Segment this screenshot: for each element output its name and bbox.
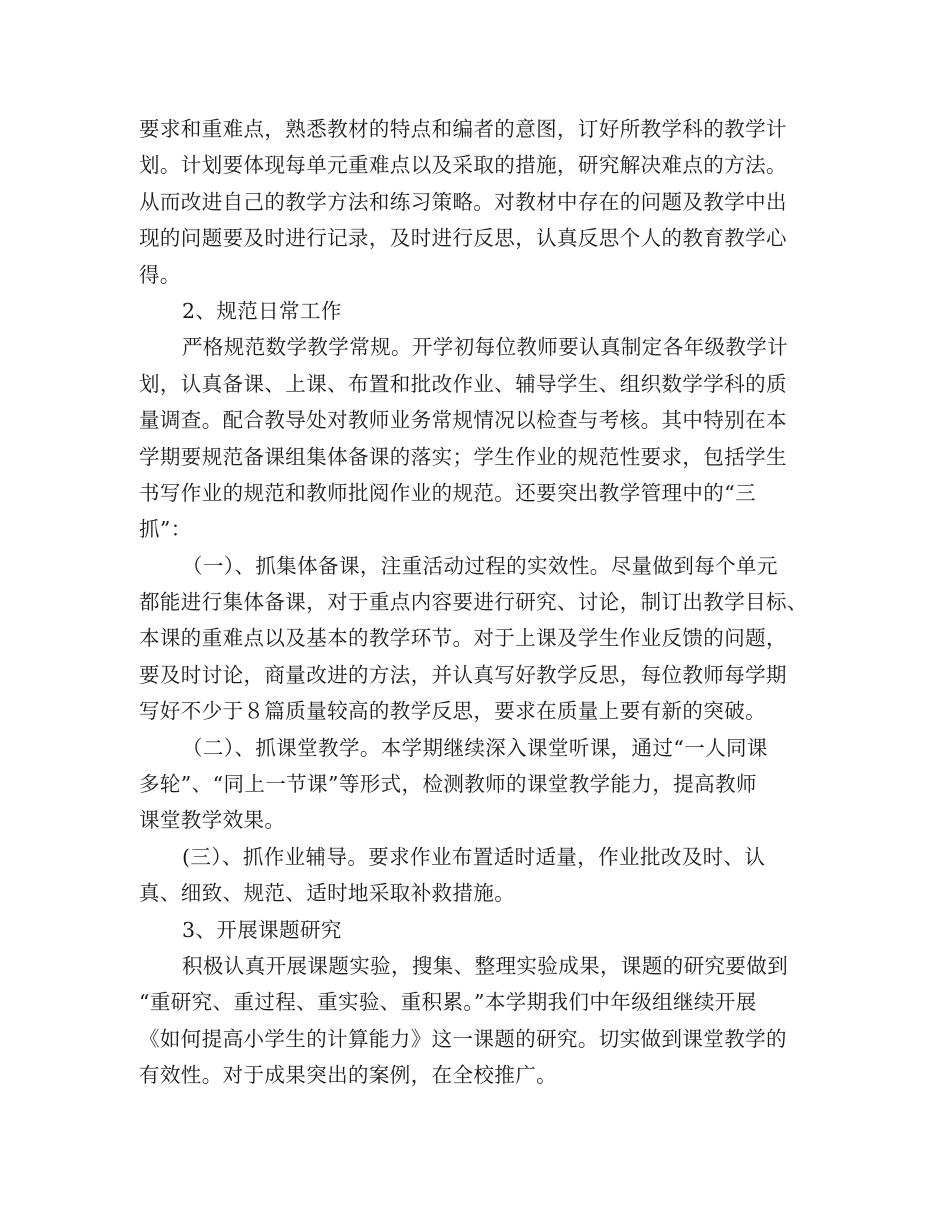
text-line: 《如何提高小学生的计算能力》这一课题的研究。切实做到课堂教学的 [139,1026,787,1051]
text-line: 课堂教学效果。 [139,808,286,833]
document-body [139,111,839,1094]
text-line: 划，认真备课、上课、布置和批改作业、辅导学生、组织数学学科的质 [139,371,787,396]
text-line: 真、细致、规范、适时地采取补救措施。 [139,881,516,906]
text-line: 积极认真开展课题实验，搜集、整理实验成果，课题的研究要做到 [182,953,789,978]
text-line: 严格规范数学教学常规。开学初每位教师要认真制定各年级教学计 [182,335,789,360]
text-line: 书写作业的规范和教师批阅作业的规范。还要突出教学管理中的“三 [139,480,756,505]
text-line: 本课的重难点以及基本的教学环节。对于上课及学生作业反馈的问题， [139,626,787,651]
text-line: 写好不少于８篇质量较高的教学反思，要求在质量上要有新的突破。 [139,699,766,724]
text-line: 多轮”、“同上一节课”等形式，检测教师的课堂教学能力，提高教师 [139,772,757,797]
text-line: 划。计划要体现每单元重难点以及采取的措施，研究解决难点的方法。 [139,153,787,178]
text-line: 3、开展课题研究 [182,917,342,942]
text-line: 要及时讨论，商量改进的方法，并认真写好教学反思，每位教师每学期 [139,662,787,687]
text-line: 学期要规范备课组集体备课的落实；学生作业的规范性要求，包括学生 [139,444,787,469]
text-line: 2、规范日常工作 [182,298,342,323]
text-line: 有效性。对于成果突出的案例，在全校推广。 [139,1063,557,1088]
text-line: 抓”： [139,517,192,542]
text-line: （二）、抓课堂教学。本学期继续深入课堂听课，通过“一人同课 [182,735,768,760]
text-line: 从而改进自己的教学方法和练习策略。对教材中存在的问题及教学中出 [139,189,787,214]
text-line: (三）、抓作业辅导。要求作业布置适时适量，作业批改及时、认 [182,844,766,869]
text-line: 现的问题要及时进行记录，及时进行反思，认真反思个人的教育教学心 [139,226,787,251]
text-line: （一）、抓集体备课，注重活动过程的实效性。尽量做到每个单元 [182,553,778,578]
text-line: 要求和重难点，熟悉教材的特点和编者的意图，订好所教学科的教学计 [139,117,787,141]
text-line: “重研究、重过程、重实验、重积累。”本学期我们中年级组继续开展 [139,990,757,1015]
text-line: 都能进行集体备课，对于重点内容要进行研究、讨论，制订出教学目标、 [139,590,808,615]
text-line: 量调查。配合教导处对教师业务常规情况以检查与考核。其中特别在本 [139,408,787,433]
text-line: 得。 [139,262,181,287]
